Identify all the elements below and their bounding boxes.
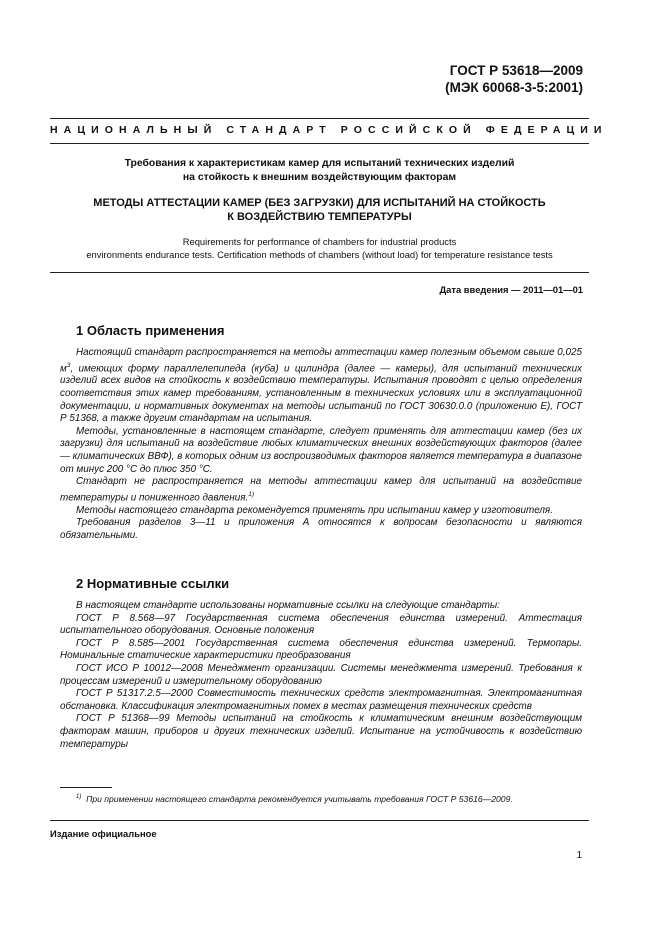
reference-item: ГОСТ Р 8.585—2001 Государственная система обеспечения единства измерений. Термопары. Номинальные статические характеристики преобразования — [60, 637, 582, 662]
main-title — [50, 196, 589, 224]
paragraph: Настоящий стандарт распространяется на методы аттестации камер полезным объемом свыше 0,025 $м^3$, имеющих форму параллелепипеда (куба) и цилиндра (далее — камеры), для испытаний технических изделий всех видов на стойкость к воздействию температуры. Испытания проводят с целью определения соответствия этих камер требованиям, установленным в технических условиях или в эксплуатационной документации, и нормативных документах на методы испытаний по ГОСТ 30630.0.0 (приложению Е), ГОСТ Р 51368, а также другим стандартам на испытания. — [60, 347, 582, 425]
paragraph: Методы, установленные в настоящем стандарте, следует применять для аттестации камер (без их загрузки) для испытаний на воздействие любых климатических внешних воздействующих факторов (далее — климатических ВВФ), в которых одним из воспроизводимых факторов является температура в диапазоне от минус 200 °С до плюс 350 °С. — [60, 425, 582, 475]
footnote — [76, 794, 582, 804]
superscript: 3 — [66, 361, 71, 369]
introduction-date: Дата введения — 2011—01—01 — [439, 284, 583, 295]
page-number: 1 — [576, 850, 582, 861]
section-2-heading: 2 Нормативные ссылки — [76, 576, 230, 591]
main-title-line-2: К ВОЗДЕЙСТВИЮ ТЕМПЕРАТУРЫ — [227, 211, 412, 223]
top-rule — [50, 118, 589, 119]
paragraph: Требования разделов 3—11 и приложения А относятся к вопросам безопасности и являются обязательными. — [60, 517, 582, 541]
paragraph: Методы настоящего стандарта рекомендуется применять при испытании камер у изготовителя. — [76, 504, 553, 516]
reference-item: ГОСТ Р 8.568—97 Государственная система обеспечения единства измерений. Аттестация испытательного оборудования. Основные положения — [60, 612, 582, 637]
paragraph: В настоящем стандарте использованы нормативные ссылки на следующие стандарты: — [76, 600, 500, 611]
reference-item: ГОСТ Р 51368—99 Методы испытаний на стойкость к климатическим внешним воздействующим факторам машин, приборов и других технических изделий. Испытание на устойчивость к воздействию температуры — [60, 713, 582, 750]
english-title-line-2: environments endurance tests. Certification methods of chambers (without load) for temperature resistance tests — [86, 248, 553, 260]
general-title — [50, 157, 589, 185]
section-1-body — [60, 347, 582, 543]
footnote-mark: 1) — [76, 794, 82, 801]
section-1-heading: 1 Область применения — [76, 323, 225, 338]
english-title-line-1: Requirements for performance of chambers for industrial products — [182, 236, 457, 247]
main-title-line-1: МЕТОДЫ АТТЕСТАЦИИ КАМЕР (БЕЗ ЗАГРУЗКИ) ДЛЯ ИСПЫТАНИЙ НА СТОЙКОСТЬ — [93, 197, 546, 209]
footer-rule — [50, 820, 589, 821]
english-title — [50, 236, 589, 261]
section-2-body — [60, 600, 582, 751]
reference-item: ГОСТ ИСО Р 10012—2008 Менеджмент организации. Системы менеджмента измерений. Требования к процессам измерений и измерительному оборудованию — [60, 662, 582, 687]
banner-rule — [50, 143, 589, 144]
footnote-text: При применении настоящего стандарта рекомендуется учитывать требования ГОСТ Р 53616—2009. — [86, 794, 513, 804]
iec-code: (МЭК 60068-3-5:2001) — [445, 80, 583, 95]
general-title-line-1: Требования к характеристикам камер для испытаний технических изделий — [124, 158, 515, 169]
national-standard-banner: НАЦИОНАЛЬНЫЙ СТАНДАРТ РОССИЙСКОЙ ФЕДЕРАЦИИ — [50, 124, 608, 136]
reference-item: ГОСТ Р 51317.2.5—2000 Совместимость технических средств электромагнитная. Электромагнитная обстановка. Классификация электромагнитных помех в местах размещения технических средств — [60, 688, 582, 712]
standard-code: ГОСТ Р 53618—2009 — [449, 63, 583, 78]
title-rule — [50, 272, 589, 273]
edition-label: Издание официальное — [50, 828, 157, 839]
standard-designation — [445, 62, 583, 96]
footnote-ref[interactable]: 1) — [248, 490, 255, 498]
paragraph: Стандарт не распространяется на методы аттестации камер для испытаний на воздействие температуры и пониженного давления.$^{1)}$ — [60, 476, 582, 504]
general-title-line-2: на стойкость к внешним воздействующим факторам — [182, 172, 457, 183]
footnote-rule — [60, 787, 112, 788]
